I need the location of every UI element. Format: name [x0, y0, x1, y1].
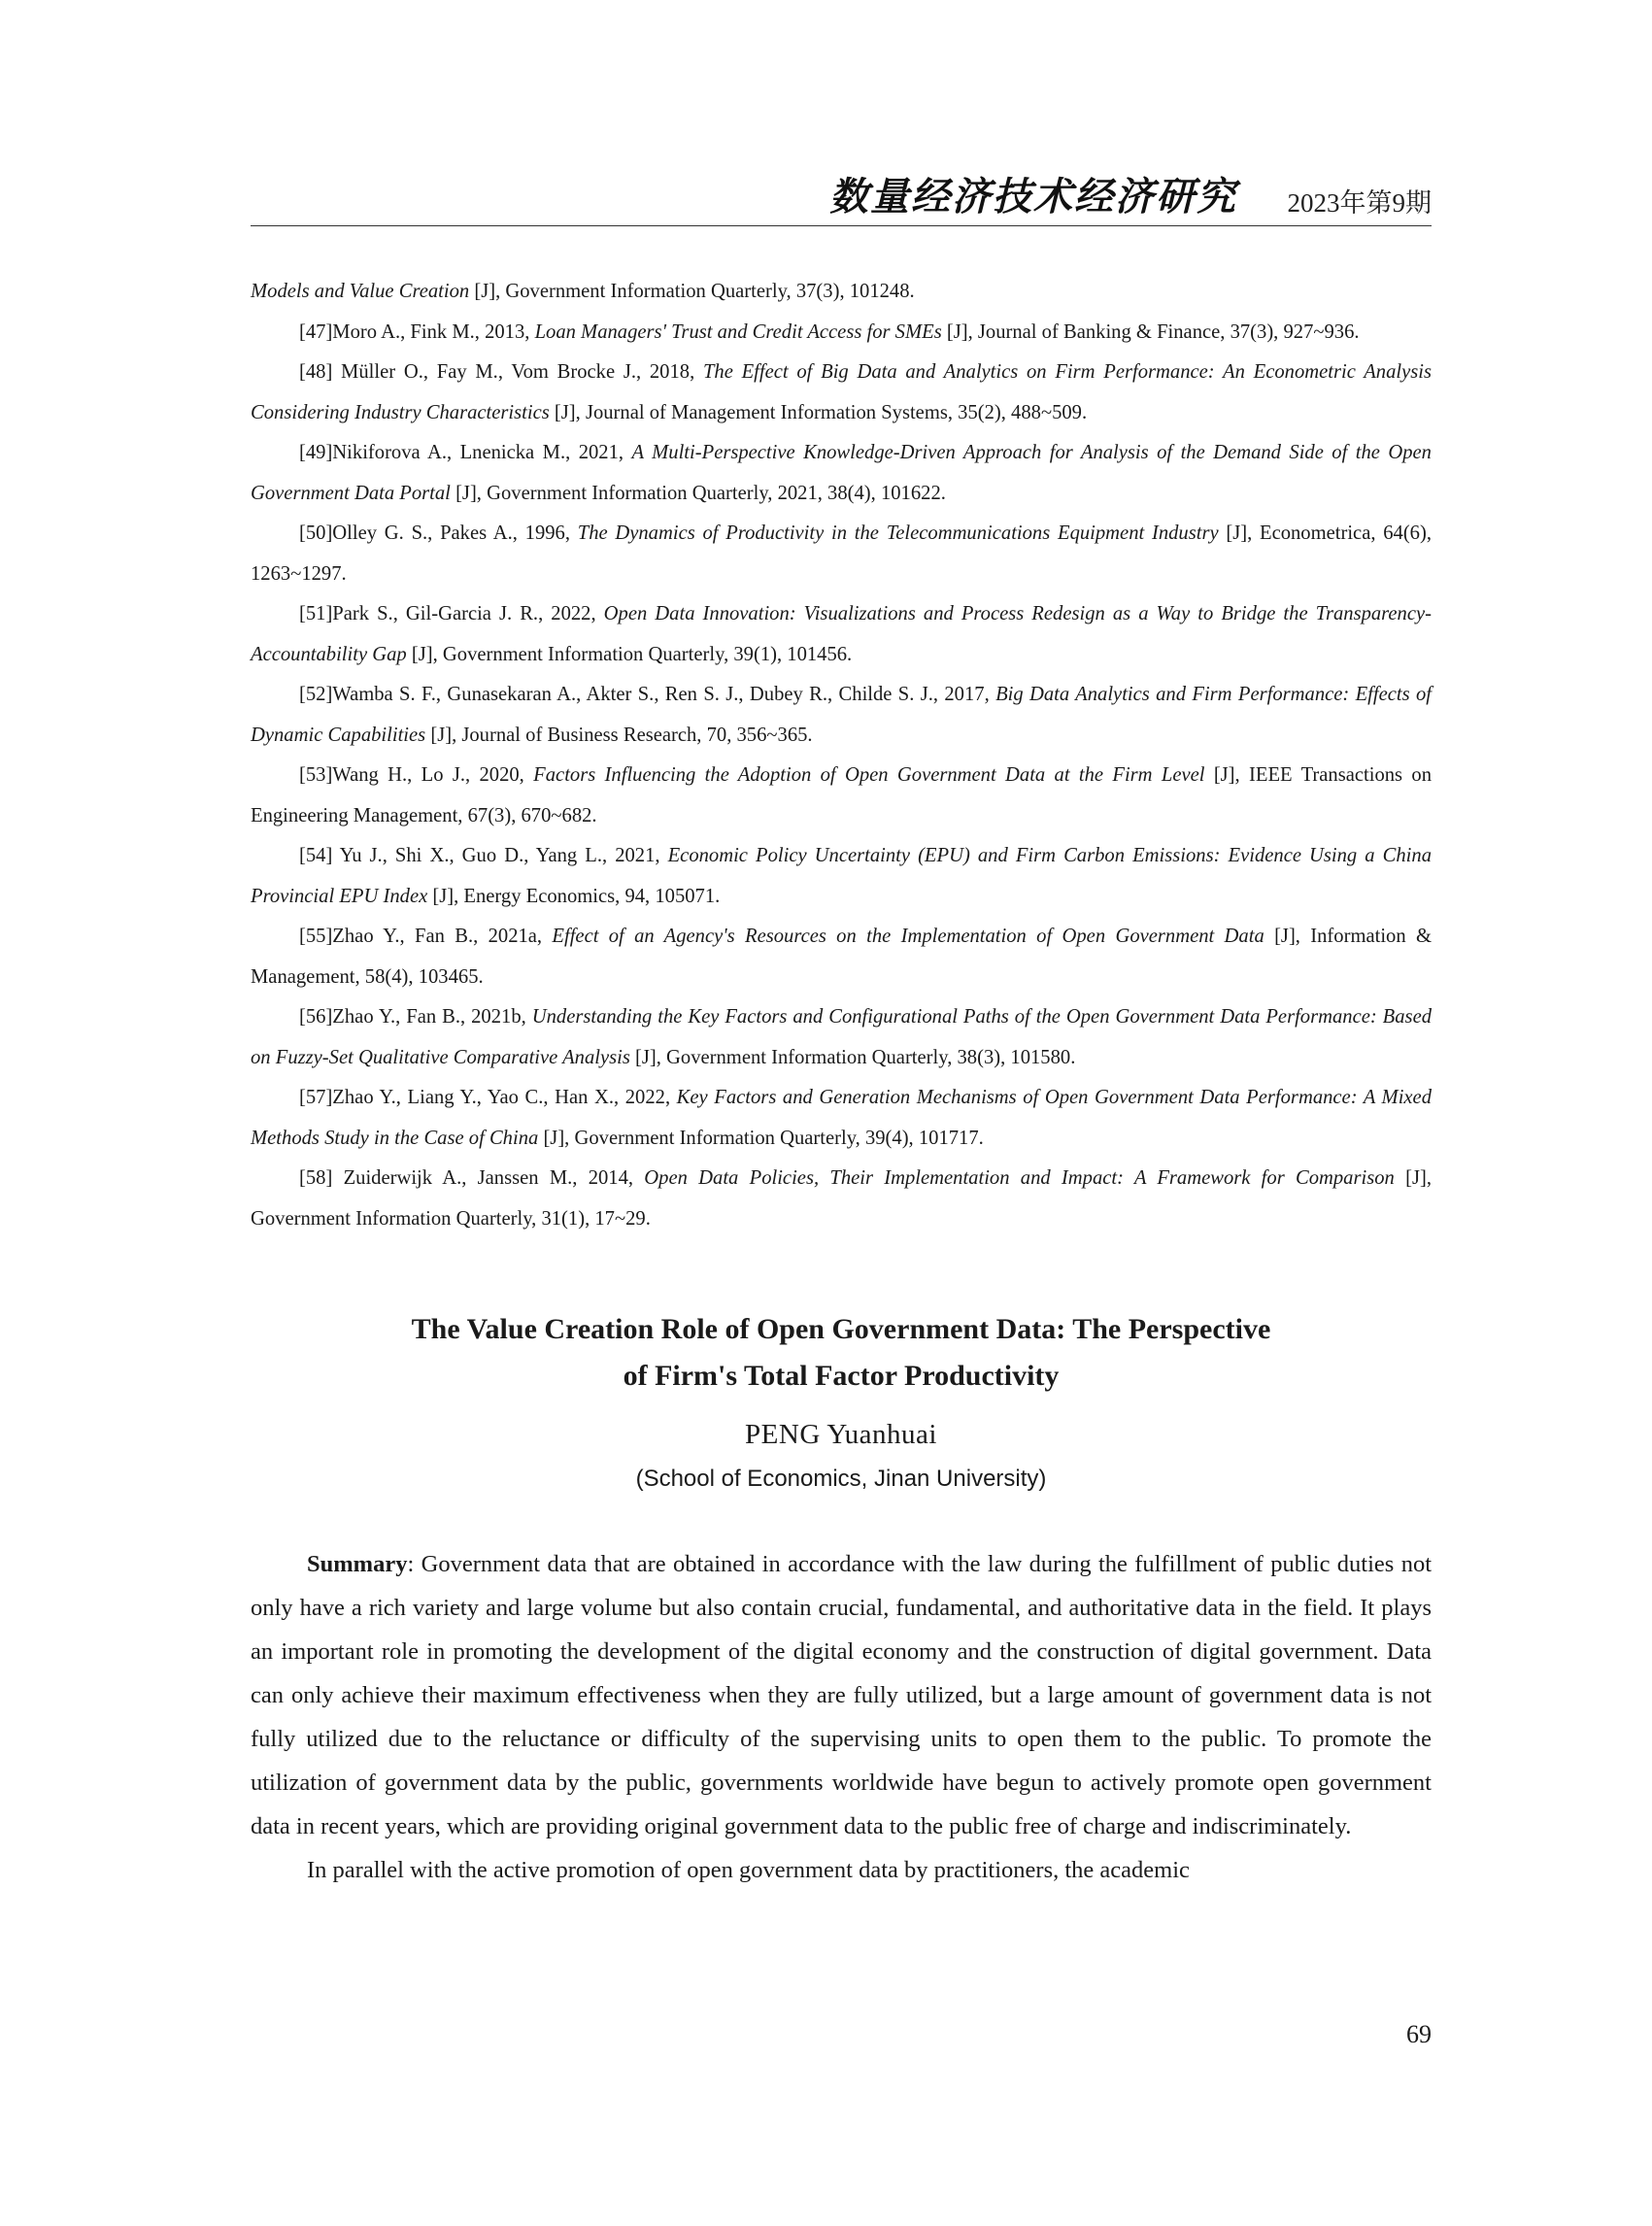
- reference-title: Loan Managers' Trust and Credit Access for SMEs: [534, 320, 942, 343]
- english-title-line: The Value Creation Role of Open Government Data: The Perspective: [411, 1313, 1271, 1345]
- reference-item: [51]Park S., Gil-Garcia J. R., 2022, Open Data Innovation: Visualizations and Process Redesign as a Way to Bridge the Transparency-Accountability Gap [J], Government Information Quarterly, 39(1), 101456.: [251, 603, 1432, 665]
- summary-paragraph: [251, 1542, 1432, 1848]
- reference-list: [251, 272, 1432, 1239]
- reference-title: Economic Policy Uncertainty (EPU) and Firm Carbon Emissions: Evidence Using a China Provincial EPU Index: [251, 845, 1432, 907]
- reference-title: Open Data Policies, Their Implementation and Impact: A Framework for Comparison: [644, 1167, 1395, 1189]
- reference-item: [54] Yu J., Shi X., Guo D., Yang L., 2021, Economic Policy Uncertainty (EPU) and Firm Carbon Emissions: Evidence Using a China Provincial EPU Index [J], Energy Economics, 94, 105071.: [251, 845, 1432, 907]
- reference-item: [52]Wamba S. F., Gunasekaran A., Akter S., Ren S. J., Dubey R., Childe S. J., 2017, Big Data Analytics and Firm Performance: Effects of Dynamic Capabilities [J], Journal of Business Research, 70, 356~365.: [251, 684, 1433, 746]
- reference-item: [58] Zuiderwijk A., Janssen M., 2014, Open Data Policies, Their Implementation and Impact: A Framework for Comparison [J], Government Information Quarterly, 31(1), 17~29.: [251, 1167, 1432, 1230]
- issue-label: 2023年第9期: [1287, 188, 1432, 218]
- reference-title: Big Data Analytics and Firm Performance: Effects of Dynamic Capabilities: [251, 684, 1433, 746]
- reference-title: The Dynamics of Productivity in the Telecommunications Equipment Industry: [577, 523, 1219, 544]
- reference-title: Understanding the Key Factors and Configurational Paths of the Open Government Data Performance: Based on Fuzzy-Set Qualitative Comparative Analysis: [251, 1006, 1433, 1068]
- english-title: [251, 1306, 1432, 1400]
- reference-title: Open Data Innovation: Visualizations and Process Redesign as a Way to Bridge the Transparency-Accountability Gap: [251, 603, 1432, 665]
- page-number: 69: [1406, 2020, 1432, 2048]
- english-title-line: of Firm's Total Factor Productivity: [623, 1360, 1060, 1392]
- reference-item: [55]Zhao Y., Fan B., 2021a, Effect of an Agency's Resources on the Implementation of Open Government Data [J], Information & Management, 58(4), 103465.: [251, 926, 1432, 988]
- reference-title: Key Factors and Generation Mechanisms of Open Government Data Performance: A Mixed Methods Study in the Case of China: [251, 1087, 1432, 1149]
- reference-title: Effect of an Agency's Resources on the Implementation of Open Government Data: [552, 926, 1264, 947]
- summary-label: Summary: [307, 1551, 408, 1577]
- reference-item: [57]Zhao Y., Liang Y., Yao C., Han X., 2022, Key Factors and Generation Mechanisms of Open Government Data Performance: A Mixed Methods Study in the Case of China [J], Government Information Quarterly, 39(4), 101717.: [251, 1087, 1432, 1149]
- reference-item: Models and Value Creation [J], Government Information Quarterly, 37(3), 101248.: [251, 281, 915, 302]
- page-header: [251, 175, 1432, 226]
- summary-text: Government data that are obtained in accordance with the law during the fulfillment of public duties not only have a rich variety and large volume but also contain crucial, fundamental, and authoritative data in the field. It plays an important role in promoting the development of the digital economy and the construction of digital government. Data can only achieve their maximum effectiveness when they are fully utilized, but a large amount of government data is not fully utilized due to the reluctance or difficulty of the supervising units to open them to the public. To promote the utilization of government data by the public, governments worldwide have begun to actively promote open government data in recent years, which are providing original government data to the public free of charge and indiscriminately.: [251, 1551, 1432, 1839]
- reference-title: The Effect of Big Data and Analytics on Firm Performance: An Econometric Analysis Considering Industry Characteristics: [251, 361, 1433, 423]
- reference-item: [47]Moro A., Fink M., 2013, Loan Managers' Trust and Credit Access for SMEs [J], Journal of Banking & Finance, 37(3), 927~936.: [299, 320, 1360, 343]
- summary-paragraph: In parallel with the active promotion of open government data by practitioners, the academic: [307, 1857, 1190, 1883]
- reference-item: [56]Zhao Y., Fan B., 2021b, Understanding the Key Factors and Configurational Paths of the Open Government Data Performance: Based on Fuzzy-Set Qualitative Comparative Analysis [J], Government Information Quarterly, 38(3), 101580.: [251, 1006, 1433, 1068]
- author-affiliation: (School of Economics, Jinan University): [635, 1466, 1047, 1492]
- summary-section: [251, 1542, 1432, 1892]
- reference-title: Factors Influencing the Adoption of Open Government Data at the Firm Level: [533, 764, 1205, 786]
- reference-title: Models and Value Creation: [251, 281, 470, 302]
- reference-item: [50]Olley G. S., Pakes A., 1996, The Dynamics of Productivity in the Telecommunications Equipment Industry [J], Econometrica, 64(6), 1263~1297.: [251, 523, 1432, 585]
- summary-separator: :: [407, 1551, 421, 1577]
- author-name: PENG Yuanhuai: [745, 1419, 937, 1450]
- reference-item: [53]Wang H., Lo J., 2020, Factors Influencing the Adoption of Open Government Data at the Firm Level [J], IEEE Transactions on Engineering Management, 67(3), 670~682.: [251, 764, 1432, 826]
- journal-title: 数量经济技术经济研究: [829, 174, 1237, 219]
- reference-item: [49]Nikiforova A., Lnenicka M., 2021, A Multi-Perspective Knowledge-Driven Approach for Analysis of the Demand Side of the Open Government Data Portal [J], Government Information Quarterly, 2021, 38(4), 101622.: [251, 442, 1432, 504]
- reference-item: [48] Müller O., Fay M., Vom Brocke J., 2018, The Effect of Big Data and Analytics on Firm Performance: An Econometric Analysis Considering Industry Characteristics [J], Journal of Management Information Systems, 35(2), 488~509.: [251, 361, 1433, 423]
- reference-title: A Multi-Perspective Knowledge-Driven Approach for Analysis of the Demand Side of the Open Government Data Portal: [251, 442, 1432, 504]
